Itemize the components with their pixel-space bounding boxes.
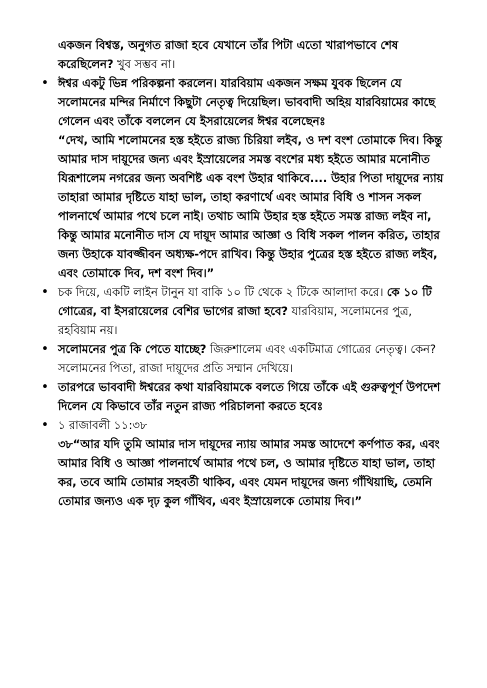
bullet-item-plan xyxy=(41,74,451,283)
plan-text: ঈশ্বর একটু ভিন্ন পরিকল্পনা করলেন। যারবিয়াম একজন সক্ষম যুবক ছিলেন যে সলোমনের মন্দির নির্মাণে কিছুটা নেতৃত্ব দিয়েছিল। ভাববাদী অহিয় যারবিয়ামের কাছে গেলেন এবং তাঁকে বললেন যে ইসরায়েলের ঈশ্বর বলেছেনঃ xyxy=(58,76,436,128)
son-question: সলোমনের পুত্র কি পেতে যাচ্ছে? xyxy=(58,342,207,356)
scripture-reference: ১ রাজাবলী ১১:৩৮ xyxy=(58,418,148,432)
son-answer: জিরুশালেম এবং একটিমাত্র গোত্রের নেতৃত্ব। কেন? সলোমনের পিতা, রাজা দায়ূদের প্রতি সম্মান দেখিয়ে। xyxy=(58,342,436,375)
intro-question-answer: খুব সম্ভব না। xyxy=(113,57,176,71)
plan-quote: “দেখ, আমি শলোমনের হস্ত হইতে রাজ্য চিরিয়া লইব, ও দশ বংশ তোমাকে দিব। কিন্তু আমার দাস দায়ূদের জন্য এবং ইস্রায়েলের সমস্ত বংশের মধ্য হইতে আমার মনোনীত যিরূশালেম নগরের জন্য অবশিষ্ট এক বংশ উহার থাকিবে.... উহার পিতা দায়ূদের ন্যায় তাহারা আমার দৃষ্টিতে যাহা ভাল, তাহা করণার্থে এবং আমার বিধি ও শাসন সকল পালনার্থে আমার পথে চলে নাই। তথাচ আমি উহার হস্ত হইতে সমস্ত রাজ্য লইব না, কিন্তু আমার মনোনীত দাস যে দায়ূদ আমার আজ্ঞা ও বিধি সকল পালন করিত, তাহার জন্য উহাকে যাবজ্জীবন অধ্যক্ষ-পদে রাখিব। কিন্তু উহার পুত্রের হস্ত হইতে রাজ্য লইব, এবং তোমাকে দিব, দশ বংশ দিব।” xyxy=(58,133,444,280)
bullet-item-chalk-line xyxy=(41,283,451,340)
intro-question-bold: একজন বিশ্বস্ত, অনুগত রাজা হবে যেখানে তাঁর পিটা এতো খারাপভাবে শেষ করেছিলেন? xyxy=(58,38,399,71)
intro-question xyxy=(58,36,451,74)
bullet-icon: • xyxy=(41,342,49,357)
chalk-line-question: কে ১০ টি গোত্রের, বা ইসরায়েলের বেশির ভাগের রাজা হবে? xyxy=(58,285,432,318)
scripture-quote: ৩৮“আর যদি তুমি আমার দাস দায়ূদের ন্যায় আমার সমস্ত আদেশে কর্ণপাত কর, এবং আমার বিধি ও আজ্ঞা পালনার্থে আমার পথে চল, ও আমার দৃষ্টিতে যাহা ভাল, তাহা কর, তবে আমি তোমার সহবর্তী থাকিব, এবং যেমন দায়ূদের জন্য গাঁথিয়াছি, তেমনি তোমার জন্যও এক দৃঢ় কুল গাঁথিব, এবং ইস্রায়েলকে তোমায় দিব।” xyxy=(58,437,440,508)
bullet-icon: • xyxy=(41,380,49,395)
chalk-line-answer: যারবিয়াম, সলোমনের পুত্র, রহবিয়াম নয়। xyxy=(58,304,413,337)
bullet-item-son xyxy=(41,340,451,378)
advice-text: তারপরে ভাববাদী ঈশ্বরের কথা যারবিয়ামকে বলতে গিয়ে তাঁকে এই গুরুত্বপূর্ণ উপদেশ দিলেন যে কিভাবে তাঁর নতুন রাজ্য পরিচালনা করতে হবেঃ xyxy=(58,380,441,413)
bullet-item-advice xyxy=(41,378,451,416)
bullet-item-scripture xyxy=(41,416,451,511)
bullet-icon: • xyxy=(41,76,49,91)
chalk-line-instruction: চক দিয়ে, একটি লাইন টানুন যা বাকি ১০ টি থেকে ২ টিকে আলাদা করে। xyxy=(58,285,387,299)
bullet-icon: • xyxy=(41,418,49,433)
bullet-icon: • xyxy=(41,285,49,300)
